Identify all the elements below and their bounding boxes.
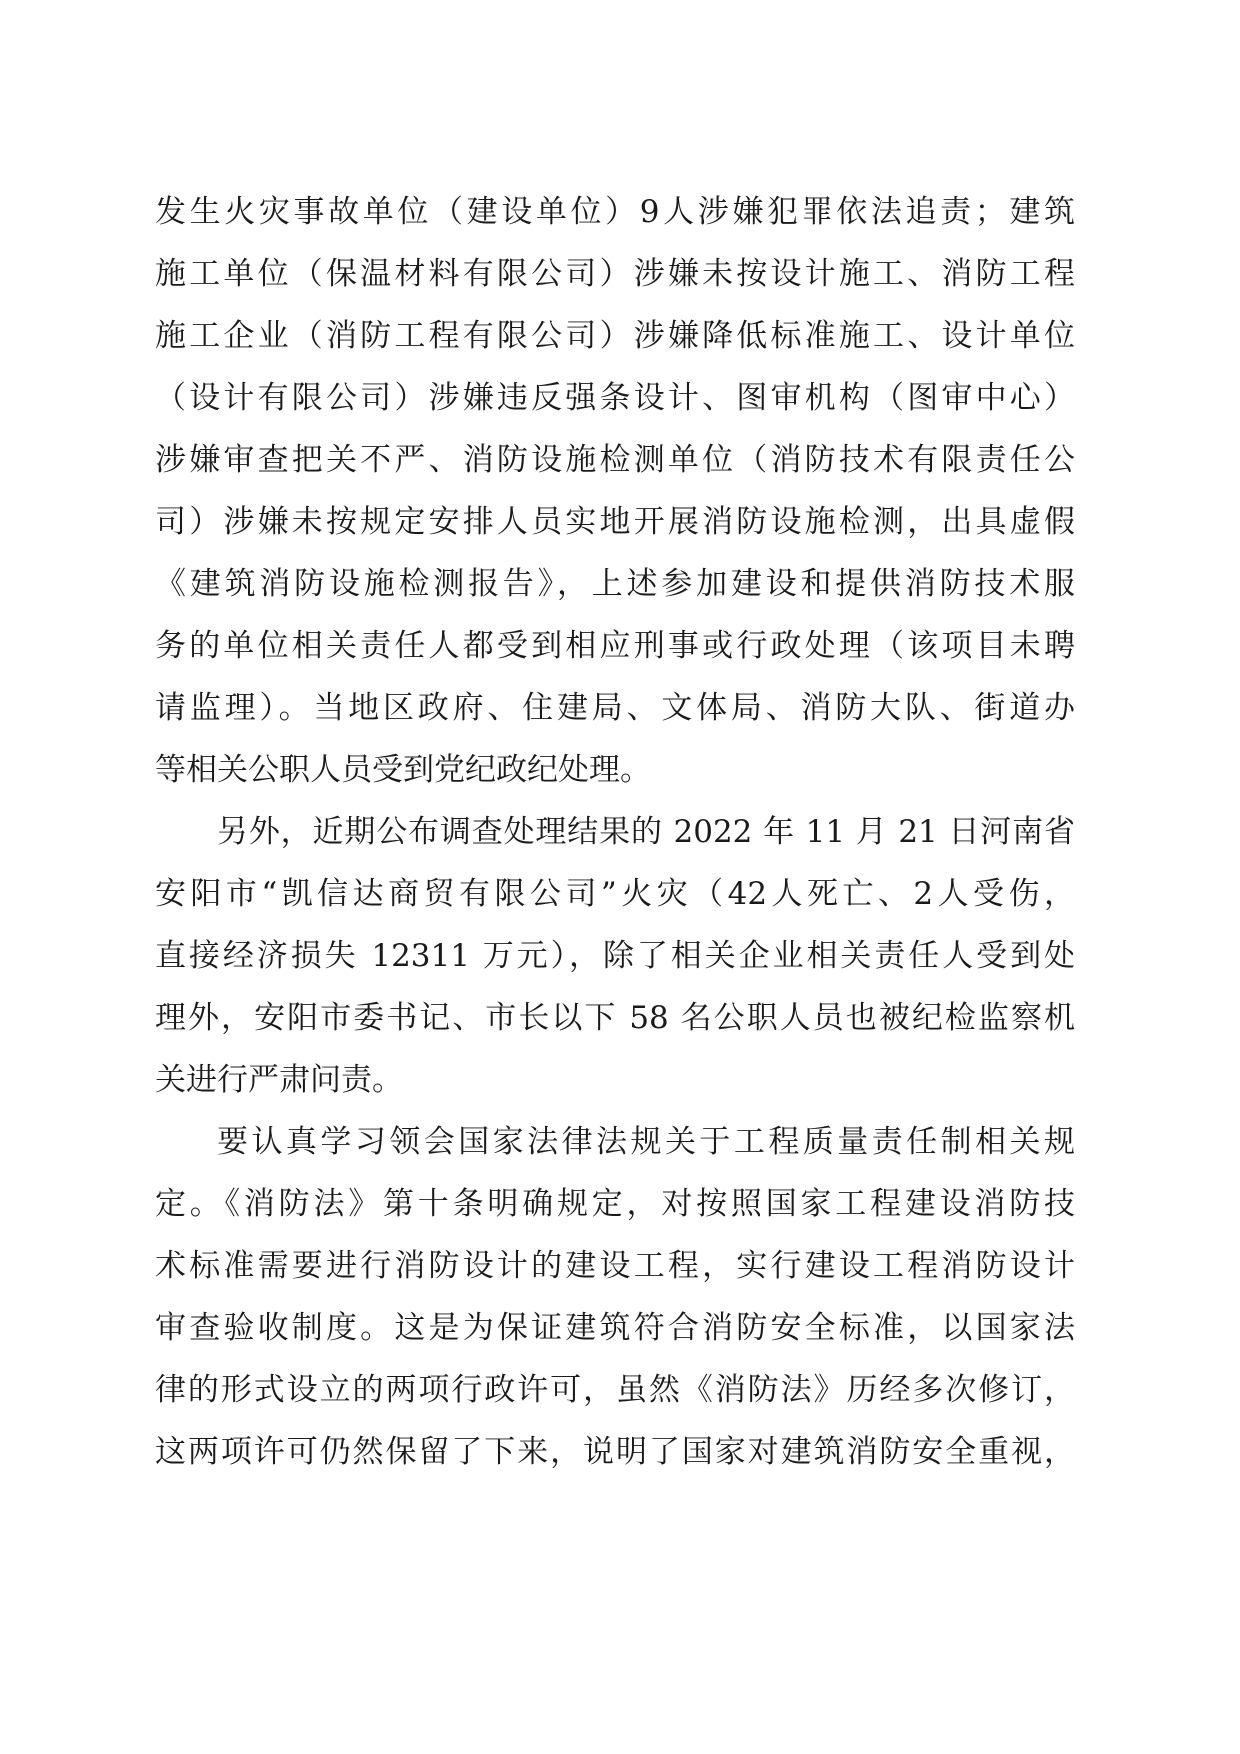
document-body (155, 181, 1075, 1483)
text-line: 审查验收制度。这是为保证建筑符合消防安全标准，以国家法 (155, 1310, 1075, 1346)
text-line: 施工企业（消防工程有限公司）涉嫌降低标准施工、设计单位 (155, 318, 1075, 354)
paragraph-2 (155, 801, 1075, 1111)
text-line: 《建筑消防设施检测报告》，上述参加建设和提供消防技术服 (155, 566, 1075, 602)
text-line: 定。《消防法》第十条明确规定，对按照国家工程建设消防技 (155, 1186, 1075, 1222)
text-line: （设计有限公司）涉嫌违反强条设计、图审机构（图审中心） (155, 380, 1075, 416)
text-line: 施工单位（保温材料有限公司）涉嫌未按设计施工、消防工程 (155, 256, 1075, 292)
text-line: 涉嫌审查把关不严、消防设施检测单位（消防技术有限责任公 (155, 442, 1075, 478)
text-line: 务的单位相关责任人都受到相应刑事或行政处理（该项目未聘 (155, 628, 1075, 664)
text-line: 另外，近期公布调查处理结果的 2022 年 11 月 21 日河南省 (217, 814, 1075, 850)
text-line: 发生火灾事故单位（建设单位）9人涉嫌犯罪依法追责；建筑 (155, 194, 1075, 230)
paragraph-3 (155, 1111, 1075, 1483)
text-line: 等相关公职人员受到党纪政纪处理。 (155, 752, 651, 788)
text-line: 安阳市“凯信达商贸有限公司”火灾（42人死亡、2人受伤， (155, 876, 1075, 912)
text-line: 司）涉嫌未按规定安排人员实地开展消防设施检测，出具虚假 (155, 504, 1075, 540)
text-line: 术标准需要进行消防设计的建设工程，实行建设工程消防设计 (155, 1248, 1075, 1284)
text-line: 关进行严肃问责。 (155, 1062, 403, 1098)
text-line: 律的形式设立的两项行政许可，虽然《消防法》历经多次修订， (155, 1372, 1075, 1408)
paragraph-1 (155, 181, 1075, 801)
text-line: 直接经济损失 12311 万元），除了相关企业相关责任人受到处 (155, 938, 1075, 974)
text-line: 这两项许可仍然保留了下来，说明了国家对建筑消防安全重视， (155, 1434, 1075, 1470)
text-line: 要认真学习领会国家法律法规关于工程质量责任制相关规 (217, 1124, 1075, 1160)
text-line: 请监理）。当地区政府、住建局、文体局、消防大队、街道办 (155, 690, 1075, 726)
text-line: 理外，安阳市委书记、市长以下 58 名公职人员也被纪检监察机 (155, 1000, 1075, 1036)
